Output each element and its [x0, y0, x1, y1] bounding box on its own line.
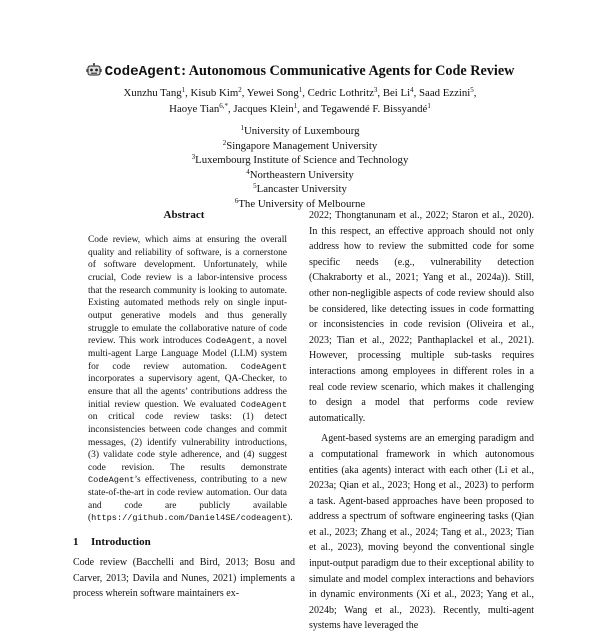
abstract-code: CodeAgent	[240, 399, 287, 410]
affiliation-sup: 3	[191, 153, 196, 162]
author-sup: 3	[373, 86, 378, 94]
affiliation	[40, 153, 560, 168]
author-line-2: Haoye Tian$^{6,*}$, Jacques Klein$^1$, and Tegawendé F. Bissyandé$^1$	[169, 101, 431, 115]
affiliation-sup: 1	[240, 124, 244, 132]
affiliation	[40, 139, 560, 154]
left-column	[73, 208, 295, 612]
affiliation-sup: 4	[246, 167, 250, 176]
affiliation-text: The University of Melbourne	[238, 197, 366, 210]
abstract-code: CodeAgent	[88, 475, 135, 486]
author-sup: 6,*	[219, 101, 229, 110]
affiliation-sup: 5	[253, 182, 257, 191]
and-word: and	[302, 102, 319, 115]
author: Yewei Song	[246, 87, 299, 99]
title-rest: : Autonomous Communicative Agents for Code Review	[181, 63, 515, 79]
abstract-text: ).	[287, 513, 293, 524]
abstract-text: Code review, which aims at ensuring the overall quality and reliability of software, is a cornerstone of software development. Unfortunately, while crucial, Code review is a labor-intensive process that the research community is looking to automate. Existing automated methods rely on single input-output generative models and thus generally struggle to emulate the collaborative nature of code review. This work introduces	[88, 235, 287, 347]
affiliation-text: Luxembourg Institute of Science and Technology	[195, 154, 409, 167]
author-sup: 1	[181, 86, 186, 94]
author: Tegawendé F. Bissyandé	[320, 102, 428, 115]
author-line-1: Xunzhu Tang$^1$, Kisub Kim$^2$, Yewei Song$^1$, Cedric Lothritz$^3$, Bei Li$^4$, Saad Ezzini$^5$,	[123, 86, 477, 99]
abstract-text: ’s effectiveness, contributing to a new state-of-the-art in code review automation. Our data and code are publicly available (	[88, 475, 287, 524]
affiliation-text: Singapore Management University	[226, 139, 378, 152]
affiliation	[40, 168, 560, 183]
abstract-text: on critical code review tasks: (1) detect inconsistencies between code changes and commit messages, (2) identify vulnerability introductions, (3) validate code style adherence, and (4) suggest code revision. The results demonstrate	[88, 412, 287, 473]
author-sup: 5	[470, 86, 474, 94]
author: Cedric Lothritz	[307, 87, 374, 99]
section-title: Introduction	[91, 536, 151, 549]
abstract-body	[88, 234, 293, 525]
author-sup: 1	[298, 86, 303, 94]
author-sup: 1	[427, 101, 431, 110]
author: Xunzhu Tang	[123, 87, 182, 99]
title-code-name: CodeAgent	[104, 64, 182, 80]
author-sup: 2	[238, 86, 242, 94]
robot-emoji-icon	[86, 63, 102, 77]
author: Saad Ezzini	[419, 87, 471, 99]
author: Haoye Tian	[169, 102, 220, 115]
author-sup: 1	[293, 101, 298, 110]
author-sup: 4	[410, 86, 414, 94]
affiliation-sup: 2	[222, 138, 227, 147]
abstract-text: incorporates a supervisory agent, QA-Checker, to ensure that all the agents’ contributions address the initial review question. We evaluated	[88, 374, 287, 410]
author: Bei Li	[382, 87, 411, 99]
author-list	[40, 86, 560, 117]
paper-title	[0, 62, 600, 81]
body-paragraph: 2022; Thongtanunam et al., 2022; Staron et al., 2020). In this respect, an effective approach should not only address how to review the submitted code for some specific needs (e.g., vulnerability detection (Chakraborty et al., 2021; Yang et al., 2024a)). Still, other non-negligible aspects of code review should also be considered, like detecting issues in code formatting or inconsistencies in code revision (Oliveira et al., 2023; Tian et al., 2022; Panthaplackel et al., 2021). However, processing multiple sub-tasks requires interactions among employees in different roles in a real code review scenario, which makes it challenging to design a model that performs code review automatically.	[309, 210, 534, 424]
author: Kisub Kim	[190, 87, 239, 99]
affiliation	[40, 182, 560, 197]
affiliation-text: Northeastern University	[249, 168, 354, 181]
abstract-heading: Abstract	[163, 209, 205, 221]
author: Jacques Klein	[233, 102, 294, 115]
affiliation-text: Lancaster University	[256, 183, 347, 196]
repository-link[interactable]: https://github.com/Daniel4SE/codeagent	[91, 513, 288, 524]
abstract-code: CodeAgent	[205, 336, 253, 347]
intro-paragraph: Code review (Bacchelli and Bird, 2013; Bosu and Carver, 2013; Davila and Nunes, 2021) implements a process wherein software maintainers ex-	[73, 557, 295, 600]
affiliation	[40, 124, 560, 139]
affiliation-list	[40, 124, 560, 212]
body-paragraph: Agent-based systems are an emerging paradigm and a computational framework in which autonomous entities (aka agents) interact with each other (Li et al., 2023a; Qian et al., 2023; Hong et al., 2023) to perform a task. Agent-based approaches have been proposed to address a spectrum of software engineering tasks (Qian et al., 2023; Zhang et al., 2024; Tang et al., 2023; Tian et al., 2023), moving beyond the conventional single input-output paradigm due to their exceptional ability to simulate and model complex interactions and behaviors in dynamic environments (Xi et al., 2023; Yang et al., 2024b; Wang et al., 2023). Recently, multi-agent systems have leveraged the	[309, 433, 534, 632]
abstract-text: , a novel multi-agent Large Language Model (LLM) system for code review automation.	[88, 336, 287, 372]
affiliation-text: University of Luxembourg	[243, 125, 360, 137]
section-heading	[73, 535, 295, 549]
section-number: 1	[73, 536, 79, 549]
abstract-code: CodeAgent	[240, 361, 287, 372]
affiliation-sup: 6	[234, 196, 239, 205]
right-column	[309, 208, 534, 634]
